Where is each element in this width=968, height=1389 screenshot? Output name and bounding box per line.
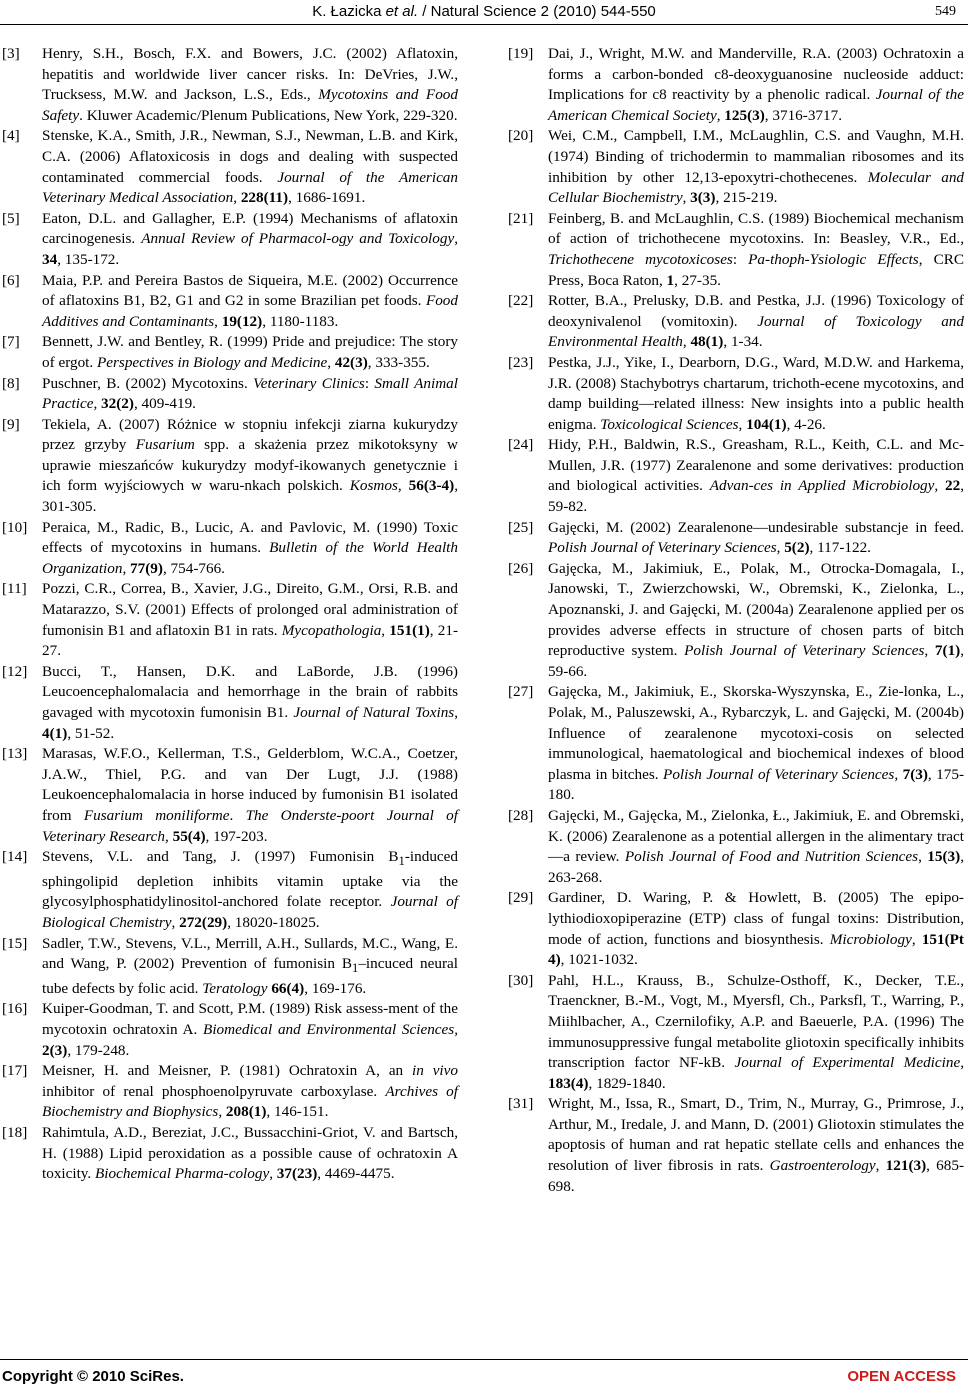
reference-number: [4] [2, 127, 20, 145]
reference-text: Gajęcka, M., Jakimiuk, E., Polak, M., Otrocka-Domagala, I., Janowski, T., Zwierzchowski, W., Obremski, K., Zielonka, L., Apoznanski, J. and Gajęcki, M. (2004a) Zearalenone applied per os provides adverse effects in structure of chosen parts of bitch reproductive system. Polish Journal of Veterinary Sciences, 7(1), 59-66. [548, 559, 965, 680]
reference-entry [508, 971, 964, 1095]
reference-text: Dai, J., Wright, M.W. and Manderville, R.A. (2003) Ochratoxin a forms a carbon-bonded c8-deoxyguanosine nucleoside adduct: Implications for c8 reactivity by a phenolic radical. Journal of the American Chemical Society, 125(3), 3716-3717. [548, 45, 964, 124]
reference-text: Gardiner, D. Waring, P. & Howlett, B. (2005) The epipo-lythiodioxopiperazine (ETP) class of fungal toxins: Distribution, mode of action, functions and biosynthesis. Microbiology, 151(Pt 4), 1021-1032. [548, 889, 964, 969]
reference-text: Pestka, J.J., Yike, I., Dearborn, D.G., Ward, M.D.W. and Harkema, J.R. (2008) Stachybotrys chartarum, trichoth-ecene mycotoxins, and damp building—related illness: New insights into a public health enigma. Toxicological Sciences, 104(1), 4-26. [548, 353, 964, 433]
running-header [0, 2, 968, 22]
reference-entry [2, 579, 458, 661]
reference-entry [508, 682, 964, 806]
reference-number: [26] [508, 559, 534, 577]
reference-text: Hidy, P.H., Baldwin, R.S., Greasham, R.L., Keith, C.L. and Mc-Mullen, J.R. (1977) Zearalenone and some derivatives: production and biological activities. Advan-ces in Applied Microbiology, 22, 59-82. [548, 436, 964, 516]
footer-rule [0, 1359, 968, 1360]
reference-number: [8] [2, 374, 20, 392]
reference-number: [17] [2, 1062, 28, 1080]
reference-text: Kuiper-Goodman, T. and Scott, P.M. (1989) Risk assess-ment of the mycotoxin ochratoxin A. Biomedical and Environmental Sciences, 2(3), 179-248. [42, 1000, 458, 1059]
reference-entry [2, 934, 458, 1000]
header-authors: K. Łazicka [312, 3, 386, 20]
reference-number: [30] [508, 971, 534, 989]
reference-number: [11] [2, 580, 27, 598]
reference-text: Eaton, D.L. and Gallagher, E.P. (1994) Mechanisms of aflatoxin carcinogenesis. Annual Review of Pharmacol-ogy and Toxicology, 34, 135-172. [42, 209, 458, 268]
reference-text: Rotter, B.A., Prelusky, D.B. and Pestka, J.J. (1996) Toxicology of deoxynivalenol (vomitoxin). Journal of Toxicology and Environmental Health, 48(1), 1-34. [548, 292, 964, 351]
reference-text: Marasas, W.F.O., Kellerman, T.S., Gelderblom, W.C.A., Coetzer, J.A.W., Thiel, P.G. and van Der Lugt, J.J. (1988) Leukoencephalomalacia in horse induced by fumonisin B1 isolated from Fusarium moniliforme. The Onderste-poort Journal of Veterinary Research, 55(4), 197-203. [42, 745, 458, 845]
reference-text: Gajęcki, M., Gajęcka, M., Zielonka, Ł., Jakimiuk, E. and Obremski, K. (2006) Zearalenone as a potential allergen in the alimentary tract—a review. Polish Journal of Food and Nutrition Sciences, 15(3), 263-268. [548, 806, 964, 886]
reference-entry [508, 353, 964, 435]
reference-entry [2, 44, 458, 126]
reference-number: [24] [508, 436, 534, 454]
reference-text: Puschner, B. (2002) Mycotoxins. Veterinary Clinics: Small Animal Practice, 32(2), 409-419. [42, 374, 458, 413]
reference-number: [6] [2, 271, 20, 289]
reference-entry [508, 559, 964, 683]
reference-text: Pozzi, C.R., Correa, B., Xavier, J.G., Direito, G.M., Orsi, R.B. and Matarazzo, S.V. (2001) Effects of prolonged oral administration of fumonisin B1 and aflatoxin B1 in rats. Mycopathologia, 151(1), 21-27. [42, 580, 459, 660]
reference-text: Henry, S.H., Bosch, F.X. and Bowers, J.C. (2002) Aflatoxin, hepatitis and worldwide liver cancer risks. In: DeVries, J.W., Trucksess, M.W. and Jackson, L.S., Eds., Mycotoxins and Food Safety. Kluwer Academic/Plenum Publications, New York, 229-320. [42, 45, 458, 124]
reference-number: [3] [2, 45, 20, 62]
reference-entry [508, 291, 964, 353]
reference-entry [2, 1061, 458, 1123]
reference-entry [2, 271, 458, 333]
reference-entry [2, 415, 458, 518]
reference-number: [13] [2, 745, 28, 763]
reference-entry [508, 44, 964, 126]
reference-entry [2, 999, 458, 1061]
reference-number: [16] [2, 1000, 28, 1018]
reference-entry [2, 847, 458, 933]
header-et-al: et al. [385, 3, 419, 20]
reference-entry [508, 209, 964, 291]
reference-entry [2, 332, 458, 373]
reference-text: Tekiela, A. (2007) Różnice w stopniu infekcji ziarna kukurydzy przez grzyby Fusarium spp. a skażenia przez mikotoksyny w uprawie mieszańców kukurydzy modyf-ikowanych genetycznie i ich form wyjściowych w waru-nkach polskich. Kosmos, 56(3-4), 301-305. [42, 415, 459, 516]
reference-number: [18] [2, 1123, 28, 1141]
reference-entry [508, 518, 964, 559]
header-rule [0, 24, 968, 25]
reference-entry [2, 374, 458, 415]
reference-entry [508, 126, 964, 208]
reference-number: [10] [2, 518, 28, 536]
reference-number: [14] [2, 848, 28, 866]
reference-number: [12] [2, 662, 28, 680]
reference-number: [20] [508, 127, 534, 145]
reference-entry [2, 209, 458, 271]
reference-number: [7] [2, 333, 20, 351]
reference-number: [15] [2, 934, 28, 952]
reference-text: Wei, C.M., Campbell, I.M., McLaughlin, C.S. and Vaughn, M.H. (1974) Binding of trichodermin to mammalian ribosomes and its inhibition by other 12,13-epoxytri-chothecenes. Molecular and Cellular Biochemistry, 3(3), 215-219. [548, 127, 965, 207]
reference-text: Sadler, T.W., Stevens, V.L., Merrill, A.H., Sullards, M.C., Wang, E. and Wang, P. (2002) Prevention of fumonisin $B_1$–incuced neural tube defects by folic acid. Teratology 66(4), 169-176. [42, 934, 458, 997]
reference-number: [29] [508, 889, 534, 907]
reference-number: [25] [508, 518, 534, 536]
reference-text: Stenske, K.A., Smith, J.R., Newman, S.J., Newman, L.B. and Kirk, C.A. (2006) Aflatoxicosis in dogs and dealing with suspected contaminated commercial foods. Journal of the American Veterinary Medical Association, 228(11), 1686-1691. [42, 127, 458, 207]
reference-number: [19] [508, 45, 534, 62]
reference-entry [2, 126, 458, 208]
reference-text: Peraica, M., Radic, B., Lucic, A. and Pavlovic, M. (1990) Toxic effects of mycotoxins in humans. Bulletin of the World Health Organization, 77(9), 754-766. [42, 518, 458, 577]
reference-text: Feinberg, B. and McLaughlin, C.S. (1989) Biochemical mechanism of action of trichothecene mycotoxins. In: Beasley, V.R., Ed., Trichothecene mycotoxicoses: Pa-thoph-Ysiologic Effects, CRC Press, Boca Raton, 1, 27-35. [548, 209, 964, 289]
header-journal: / Natural Science 2 (2010) 544-550 [418, 3, 656, 20]
reference-entry [508, 435, 964, 517]
reference-number: [27] [508, 683, 534, 701]
footer-open-access: OPEN ACCESS [847, 1368, 956, 1385]
reference-entry [508, 1094, 964, 1197]
references-left-column [2, 44, 458, 1185]
reference-text: Meisner, H. and Meisner, P. (1981) Ochratoxin A, an in vivo inhibitor of renal phosphoenolpyruvate carboxylase. Archives of Biochemistry and Biophysics, 208(1), 146-151. [42, 1062, 458, 1121]
references-right-column [508, 44, 964, 1197]
reference-number: [21] [508, 209, 534, 227]
reference-number: [31] [508, 1095, 534, 1113]
reference-text: Stevens, V.L. and Tang, J. (1997) Fumonisin $B_1$-induced sphingolipid depletion inhibits vitamin uptake via the glycosylphosphatidylinositol-anchored folate receptor. Journal of Biological Chemistry, 272(29), 18020-18025. [42, 848, 458, 931]
reference-text: Maia, P.P. and Pereira Bastos de Siqueira, M.E. (2002) Occurrence of aflatoxins B1, B2, G1 and G2 in some Brazilian pet foods. Food Additives and Contaminants, 19(12), 1180-1183. [42, 271, 458, 330]
reference-entry [508, 888, 964, 970]
reference-number: [23] [508, 353, 534, 371]
footer-copyright: Copyright © 2010 SciRes. [2, 1368, 184, 1385]
reference-text: Pahl, H.L., Krauss, B., Schulze-Osthoff, K., Decker, T.E., Traenckner, B.-M., Vogt, M., Myersfl, Ch., Parksfl, T., Warring, P., Miihlbacher, A., Czernilofiky, A.P. and Baeuerle, P.A. (1996) The immunosuppressive fungal metabolite gliotoxin specifically inhibits transcription factor NF-kB. Journal of Experimental Medicine, 183(4), 1829-1840. [548, 971, 964, 1092]
reference-number: [9] [2, 415, 20, 433]
reference-number: [22] [508, 292, 534, 310]
reference-entry [2, 1123, 458, 1185]
reference-text: Wright, M., Issa, R., Smart, D., Trim, N., Murray, G., Primrose, J., Arthur, M., Iredale, J. and Mann, D. (2001) Gliotoxin stimulates the apoptosis of human and rat hepatic stellate cells and enhances the resolution of liver fibrosis in rats. Gastroenterology, 121(3), 685-698. [548, 1095, 965, 1195]
reference-text: Rahimtula, A.D., Bereziat, J.C., Bussacchini-Griot, V. and Bartsch, H. (1988) Lipid peroxidation as a possible cause of ochratoxin A toxicity. Biochemical Pharma-cology, 37(23), 4469-4475. [42, 1123, 458, 1183]
reference-text: Bennett, J.W. and Bentley, R. (1999) Pride and prejudice: The story of ergot. Perspectives in Biology and Medicine, 42(3), 333-355. [42, 333, 458, 371]
reference-entry [2, 662, 458, 744]
reference-entry [2, 744, 458, 847]
reference-text: Bucci, T., Hansen, D.K. and LaBorde, J.B. (1996) Leucoencephalomalacia and hemorrhage in the brain of rabbits gavaged with mycotoxin fumonisin B1. Journal of Natural Toxins, 4(1), 51-52. [42, 662, 458, 742]
reference-entry [2, 518, 458, 580]
reference-text: Gajęcki, M. (2002) Zearalenone—undesirable substancje in feed. Polish Journal of Veterinary Sciences, 5(2), 117-122. [548, 518, 964, 557]
reference-text: Gajęcka, M., Jakimiuk, E., Skorska-Wyszynska, E., Zie-lonka, L., Polak, M., Paluszewski, A., Rybarczyk, L. and Gajęcki, M. (2004b) Influence of zearalenone mycotoxi-cosis on selected immunological, haematological and biochemical indexes of blood plasma in bitches. Polish Journal of Veterinary Sciences, 7(3), 175-180. [548, 683, 965, 804]
reference-entry [508, 806, 964, 888]
reference-number: [5] [2, 209, 20, 227]
page-number: 549 [935, 4, 956, 19]
reference-number: [28] [508, 806, 534, 824]
